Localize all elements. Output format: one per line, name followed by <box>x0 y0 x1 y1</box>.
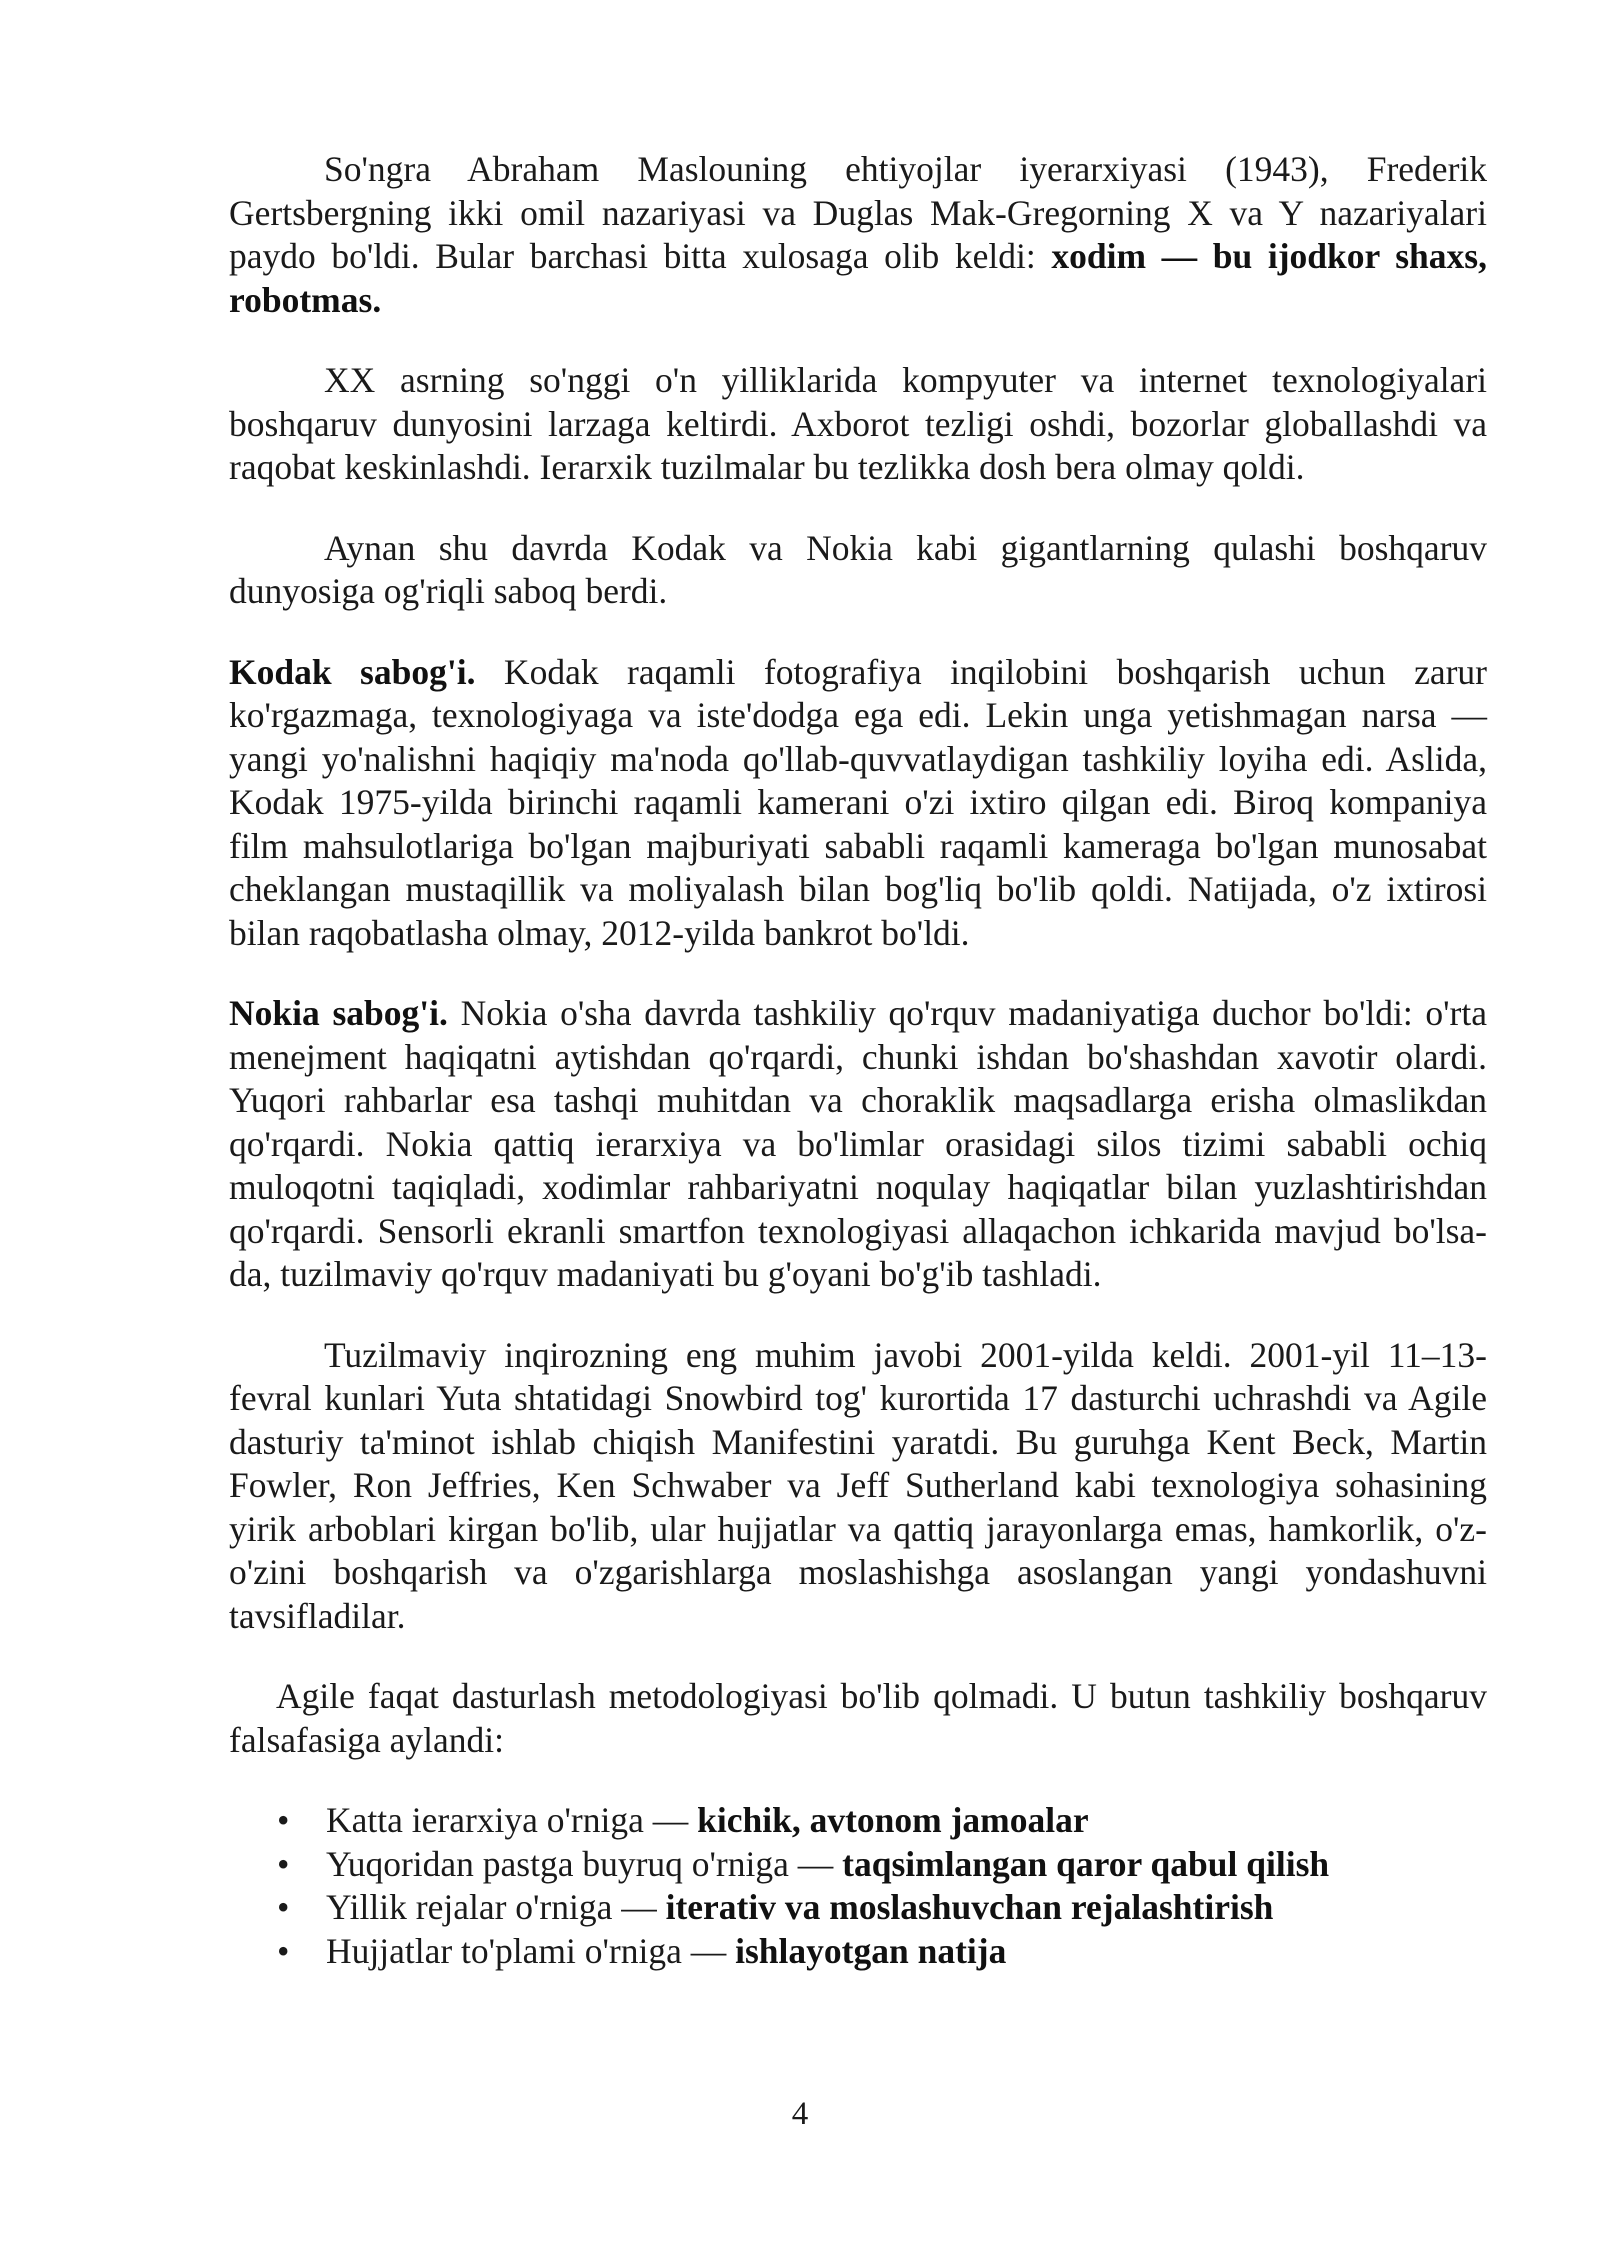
paragraph-text: Agile faqat dasturlash metodologiyasi bo'lib qolmadi. U butun tashkiliy boshqaruv falsafasiga aylandi: <box>229 1676 1487 1760</box>
list-item-text: Hujjatlar to'plami o'rniga — <box>326 1930 736 1971</box>
paragraph-twentieth-century <box>229 359 1487 490</box>
bullet-icon: • <box>277 1887 290 1927</box>
bullet-icon: • <box>277 1930 290 1971</box>
list-item-text: Yuqoridan pastga buyruq o'rniga — <box>326 1843 843 1884</box>
document-page <box>229 148 1487 1973</box>
paragraph-text: Aynan shu davrda Kodak va Nokia kabi gigantlarning qulashi boshqaruv dunyosiga og'riqli saboq berdi. <box>229 527 1487 611</box>
paragraph-maslow <box>229 148 1487 322</box>
list-item-text: Katta ierarxiya o'rniga — <box>326 1800 698 1840</box>
paragraph-text: Kodak raqamli fotografiya inqilobini boshqarish uchun zarur ko'rgazmaga, texnologiyaga va iste'dodga ega edi. Lekin unga yetishmagan narsa — yangi yo'nalishni haqiqiy ma'noda qo'llab-quvvatlaydigan tashkiliy loyiha edi. Aslida, Kodak 1975-yilda birinchi raqamli kamerani o'zi ixtiro qilgan edi. Biroq kompaniya film mahsulotlariga bo'lgan majburiyati sababli raqamli kameraga bo'lgan munosabat cheklangan mustaqillik va moliyalash bilan bog'liq bo'lib qoldi. Natijada, o'z ixtirosi bilan raqobatlasha olmay, 2012-yilda bankrot bo'ldi. <box>229 651 1487 953</box>
paragraph-agile-manifesto <box>229 1334 1487 1639</box>
list-item <box>229 1799 1487 1843</box>
nokia-lesson-heading: Nokia sabog'i. <box>229 993 448 1033</box>
paragraph-nokia-lesson <box>229 992 1487 1297</box>
paragraph-agile-philosophy <box>229 1675 1487 1762</box>
list-item <box>229 1843 1487 1887</box>
paragraph-kodak-lesson <box>229 651 1487 956</box>
paragraph-kodak-nokia-intro <box>229 527 1487 614</box>
list-item-bold: ishlayotgan natija <box>735 1930 1007 1971</box>
list-item-bold: iterativ va moslashuvchan rejalashtirish <box>665 1887 1274 1927</box>
paragraph-bold-conclusion: xodim — bu ijodkor shaxs, robotmas. <box>229 236 1487 320</box>
page-number: 4 <box>791 2096 809 2132</box>
list-item-bold: taqsimlangan qaror qabul qilish <box>842 1843 1330 1884</box>
paragraph-text: Tuzilmaviy inqirozning eng muhim javobi 2001-yilda keldi. 2001-yil 11–13-fevral kunlari Yuta shtatidagi Snowbird tog' kurortida 17 dasturchi uchrashdi va Agile dasturiy ta'minot ishlab chiqish Manifestini yaratdi. Bu guruhga Kent Beck, Martin Fowler, Ron Jeffries, Ken Schwaber va Jeff Sutherland kabi texnologiya sohasining yirik arboblari kirgan bo'lib, ular hujjatlar va qattiq jarayonlarga emas, hamkorlik, o'z-o'zini boshqarish va o'zgarishlarga moslashishga asoslangan yangi yondashuvni tavsifladilar. <box>229 1334 1487 1636</box>
list-item-bold: kichik, avtonom jamoalar <box>697 1800 1089 1840</box>
list-item-text: Yillik rejalar o'rniga — <box>326 1887 666 1927</box>
agile-bullet-list <box>229 1799 1487 1973</box>
bullet-icon: • <box>277 1843 290 1884</box>
bullet-icon: • <box>277 1800 290 1840</box>
kodak-lesson-heading: Kodak sabog'i. <box>229 651 476 692</box>
paragraph-text: So'ngra Abraham Maslouning ehtiyojlar iyerarxiyasi (1943), Frederik Gertsbergning ikki omil nazariyasi va Duglas Mak-Gregorning X va Y nazariyalari paydo bo'ldi. Bular barchasi bitta xulosaga olib keldi: <box>229 149 1487 276</box>
paragraph-text: Nokia o'sha davrda tashkiliy qo'rquv madaniyatiga duchor bo'ldi: o'rta menejment haqiqatni aytishdan qo'rqardi, chunki ishdan bo'shashdan xavotir olardi. Yuqori rahbarlar esa tashqi muhitdan va choraklik maqsadlarga erisha olmaslikdan qo'rqardi. Nokia qattiq ierarxiya va bo'limlar orasidagi silos tizimi sababli ochiq muloqotni taqiqladi, xodimlar rahbariyatni noqulay haqiqatlar bilan yuzlashtirishdan qo'rqardi. Sensorli ekranli smartfon texnologiyasi allaqachon ichkarida mavjud bo'lsa-da, tuzilmaviy qo'rquv madaniyati bu g'oyani bo'g'ib tashladi. <box>229 993 1487 1294</box>
paragraph-text: XX asrning so'nggi o'n yilliklarida kompyuter va internet texnologiyalari boshqaruv dunyosini larzaga keltirdi. Axborot tezligi oshdi, bozorlar globallashdi va raqobat keskinlashdi. Ierarxik tuzilmalar bu tezlikka dosh bera olmay qoldi. <box>229 360 1487 487</box>
list-item <box>229 1886 1487 1930</box>
list-item <box>229 1930 1487 1974</box>
